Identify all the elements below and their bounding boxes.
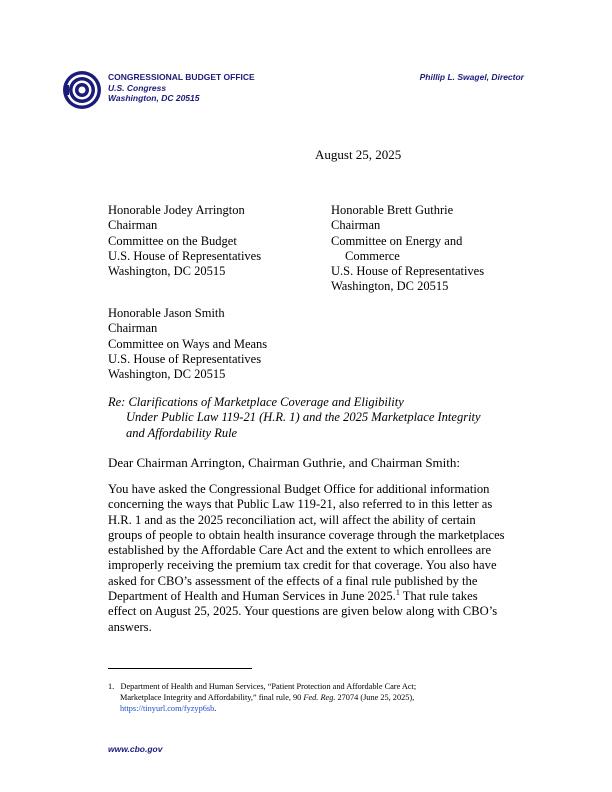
footnote-text: .	[214, 704, 217, 713]
footnote	[108, 681, 528, 714]
recipient-line: U.S. House of Representatives	[331, 264, 485, 279]
footnote-text: Marketplace Integrity and Affordability,” final rule, 90	[120, 693, 304, 702]
footnote-line	[108, 681, 528, 692]
salutation: Dear Chairman Arrington, Chairman Guthrie, and Chairman Smith:	[108, 455, 461, 470]
cbo-seal-icon	[62, 70, 102, 110]
recipient-line: Chairman	[108, 218, 158, 233]
body-line: established by the Affordable Care Act and the extent to which enrollees are	[108, 543, 492, 558]
footnote-number: 1.	[108, 682, 115, 691]
recipient-line: U.S. House of Representatives	[108, 351, 262, 366]
recipient-block-guthrie	[331, 203, 484, 295]
subject-text: Re: Clarifications of Marketplace Coverage and Eligibility	[108, 395, 404, 409]
subject-text: Under Public Law 119-21 (H.R. 1) and the 2025 Marketplace Integrity	[126, 410, 481, 425]
footnote-link[interactable]: https://tinyurl.com/fyzyp6sb	[120, 704, 215, 713]
body-line: answers.	[108, 619, 152, 634]
recipient-line: Chairman	[108, 321, 158, 336]
body-line: groups of people to obtain health insurance coverage through the marketplaces	[108, 527, 505, 542]
recipient-line: Washington, DC 20515	[108, 367, 226, 382]
recipient-line: U.S. House of Representatives	[108, 248, 262, 263]
body-line: concerning the ways that Public Law 119-21, also referred to in this letter as	[108, 497, 493, 512]
body-line-text: That rule takes	[399, 589, 478, 604]
recipient-line: Chairman	[331, 218, 381, 233]
body-line-text: Department of Health and Human Services in June 2025.	[108, 589, 396, 604]
recipient-line: Honorable Brett Guthrie	[331, 203, 454, 217]
footnote-marker[interactable]: 1	[395, 587, 400, 597]
recipient-line: Commerce	[345, 248, 400, 263]
recipient-line: Honorable Jason Smith	[108, 306, 225, 320]
footnote-line	[108, 692, 528, 703]
footnote-line	[108, 703, 528, 714]
subject-line	[108, 395, 528, 441]
recipient-line: Committee on Energy and	[331, 233, 463, 248]
body-line: asked for CBO’s assessment of the effects of a final rule published by the	[108, 573, 478, 588]
letterhead-org	[108, 72, 255, 104]
subject-text: and Affordability Rule	[126, 425, 238, 440]
director-name: Phillip L. Swagel, Director	[419, 72, 524, 82]
recipient-block-smith	[108, 306, 267, 382]
org-sub-address: Washington, DC 20515	[108, 93, 200, 103]
letter-date: August 25, 2025	[315, 147, 402, 162]
body-line: H.R. 1 and as the 2025 reconciliation act, will affect the ability of certain	[108, 512, 476, 527]
recipient-line: Committee on the Budget	[108, 233, 237, 248]
footer-url[interactable]: www.cbo.gov	[108, 744, 163, 754]
recipient-block-arrington	[108, 203, 261, 279]
footnote-citation: Fed. Reg.	[303, 693, 336, 702]
body-line: improperly receiving the premium tax credit for that coverage. You also have	[108, 558, 497, 573]
recipient-line: Washington, DC 20515	[331, 279, 449, 294]
footnote-text: Department of Health and Human Services, “Patient Protection and Affordable Care Act;	[120, 682, 417, 691]
footnote-divider	[108, 668, 252, 669]
footnote-text: 27074 (June 25, 2025),	[335, 693, 415, 702]
body-line: effect on August 25, 2025. Your questions are given below along with CBO’s	[108, 604, 498, 619]
body-paragraph	[108, 482, 528, 635]
org-sub-congress: U.S. Congress	[108, 82, 167, 93]
body-line: You have asked the Congressional Budget Office for additional information	[108, 482, 490, 496]
body-line	[108, 589, 528, 604]
recipient-line: Honorable Jodey Arrington	[108, 203, 245, 217]
recipient-line: Committee on Ways and Means	[108, 336, 268, 351]
recipient-line: Washington, DC 20515	[108, 264, 226, 279]
org-name: CONGRESSIONAL BUDGET OFFICE	[108, 72, 255, 82]
